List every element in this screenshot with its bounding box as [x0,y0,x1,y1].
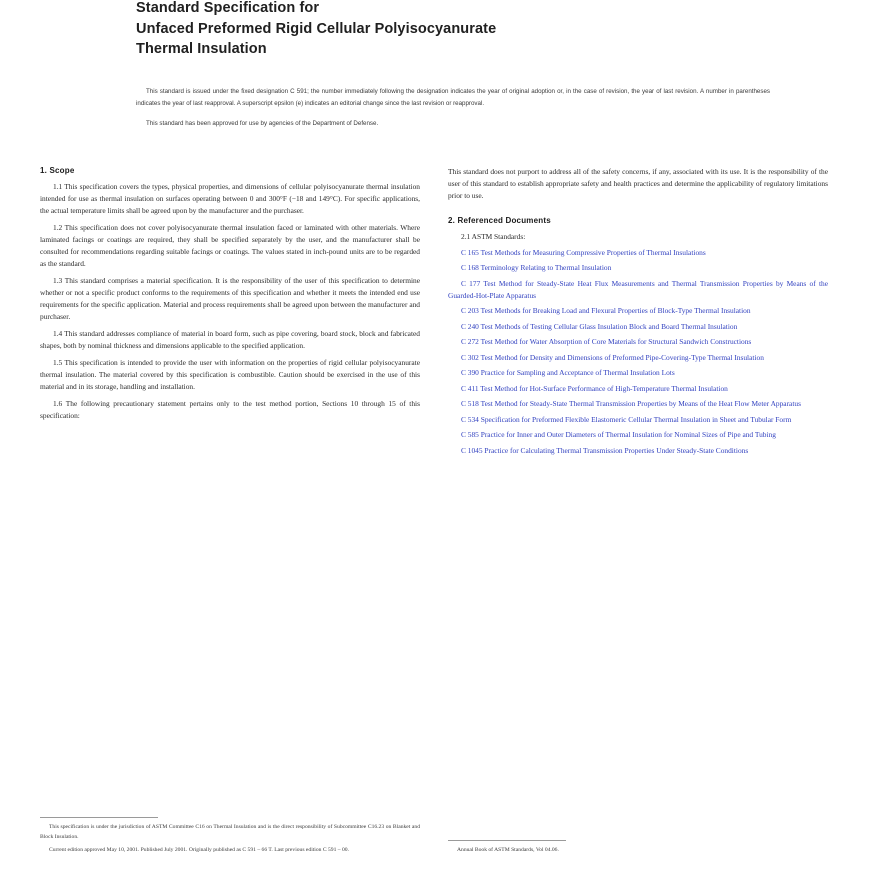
left-footnotes [40,817,420,860]
list-item[interactable]: C 534 Specification for Preformed Flexible Elastomeric Cellular Thermal Insulation in Sheet and Tubular Form [461,414,792,424]
scope-paragraph-3: 1.3 This standard comprises a material specification. It is the responsibility of the user of this specification to determine whether or not a specific product conforms to the requirements of this specification and whether it meets the intended end use requirements for the specific application. Material and process requirements shall be agreed upon between the manufacturer and purchaser. [40,275,420,321]
footnote-1 [40,823,420,842]
designation-text: This standard is issued under the fixed designation C 591; the number immediately following the designation indicates the year of original adoption or, in the case of revision, the year of last revision. A number in parentheses indicates the year of last reapproval. A superscript epsilon (e) indicates an editorial change since the last revision or reapproval. [136,87,770,107]
section-heading-referenced-documents: 2. Referenced Documents [448,215,551,225]
section-heading-scope: 1. Scope [40,166,75,175]
footnote-divider [40,817,158,818]
list-item[interactable]: C 411 Test Method for Hot-Surface Performance of High-Temperature Thermal Insulation [461,383,728,393]
right-footnotes [448,840,828,860]
list-item[interactable]: C 585 Practice for Inner and Outer Diameters of Thermal Insulation for Nominal Sizes of Pipe and Tubing [461,430,776,440]
scope-paragraph-1: 1.1 This specification covers the types, physical properties, and dimensions of cellular polyisocyanurate thermal insulation intended for use as thermal insulation on surfaces operating between 0 and 300°F (−18 and 149°C). For specific applications, the actual temperature limits shall be agreed upon by the manufacturer and the purchaser. [40,182,420,215]
document-header [40,0,830,130]
list-item[interactable]: C 177 Test Method for Steady-State Heat Flux Measurements and Thermal Transmission Properties by Means of the Guarded-Hot-Plate Apparatus [448,278,828,300]
list-item[interactable]: C 272 Test Method for Water Absorption of Core Materials for Structural Sandwich Constructions [461,337,752,347]
designation-note [136,86,770,130]
scope-paragraph-2: 1.2 This specification does not cover polyisocyanurate thermal insulation faced or laminated with other materials. Where laminated facings or coatings are required, they shall be specified separately by the user, and the manufacturer shall be consulted for recommendations regarding suitable facings or coatings. The values stated in inch-pound units are to be regarded as the standard. [40,222,420,268]
footnote-3 [448,846,828,856]
referenced-subheading: 2.1 ASTM Standards: [461,231,526,241]
scope-paragraph-6: 1.6 The following precautionary statement pertains only to the test method portion, Sections 10 through 15 of this specification: [40,398,420,420]
page-title [136,0,770,60]
scope-paragraph-4: 1.4 This standard addresses compliance of material in board form, such as pipe covering, board stock, block and fabricated shapes, both by nominal thickness and dimensions applicable to the specified application. [40,328,420,350]
footnote-1-text: This specification is under the jurisdiction of ASTM Committee C16 on Thermal Insulation and is the direct responsibility of Subcommittee C16.23 on Blanket and Block Insulation. [40,824,420,840]
list-item[interactable]: C 1045 Practice for Calculating Thermal Transmission Properties Under Steady-State Conditions [461,445,749,455]
list-item[interactable]: C 240 Test Methods of Testing Cellular Glass Insulation Block and Board Thermal Insulation [461,321,738,331]
title-line-2: Unfaced Preformed Rigid Cellular Polyisocyanurate [136,20,497,37]
footnote-2 [40,846,420,856]
list-item[interactable]: C 518 Test Method for Steady-State Thermal Transmission Properties by Means of the Heat Flow Meter Apparatus [461,399,801,409]
scope-paragraph-7: This standard does not purport to address all of the safety concerns, if any, associated with its use. It is the responsibility of the user of this standard to establish appropriate safety and health practices and determine the applicability of regulatory limitations prior to use. [448,167,828,200]
title-line-3: Thermal Insulation [136,41,267,58]
two-column-body [40,166,830,860]
dod-note: This standard has been approved for use by agencies of the Department of Defense. [146,119,379,127]
right-column [448,166,828,860]
referenced-documents-list [448,247,828,457]
list-item[interactable]: C 168 Terminology Relating to Thermal Insulation [461,263,612,273]
footnote-divider [448,840,566,841]
title-line-1: Standard Specification for [136,0,320,16]
footnote-3-text: Annual Book of ASTM Standards, Vol 04.06. [457,847,559,854]
left-column [40,166,420,860]
list-item[interactable]: C 390 Practice for Sampling and Acceptance of Thermal Insulation Lots [461,368,675,378]
scope-paragraph-5: 1.5 This specification is intended to provide the user with information on the properties of rigid cellular polyisocyanurate thermal insulation. The material covered by this specification is combustible. Caution should be exercised in the use of this material and in its storage, handling and installation. [40,357,420,391]
footnote-2-text: Current edition approved May 10, 2001. Published July 2001. Originally published as C 591 – 66 T. Last previous edition C 591 – 00. [49,847,349,854]
list-item[interactable]: C 165 Test Methods for Measuring Compressive Properties of Thermal Insulations [461,247,706,257]
list-item[interactable]: C 302 Test Method for Density and Dimensions of Preformed Pipe-Covering-Type Thermal Insulation [461,352,764,362]
list-item[interactable]: C 203 Test Methods for Breaking Load and Flexural Properties of Block-Type Thermal Insulation [461,306,751,316]
